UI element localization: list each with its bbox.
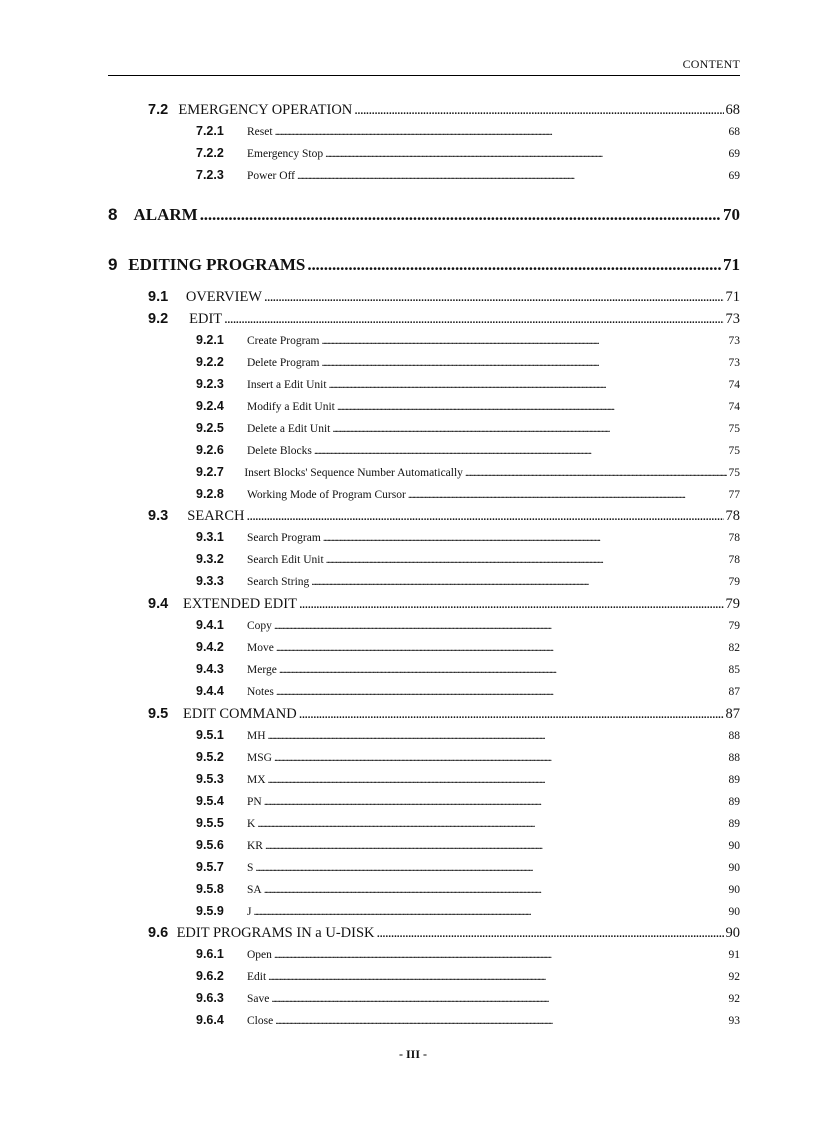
toc-page-number: 70 <box>723 205 740 224</box>
toc-entry-9-5-4[interactable] <box>196 794 740 808</box>
toc-section-number: 9.2.2 <box>196 355 224 369</box>
toc-entry-9-2-6[interactable] <box>196 443 740 457</box>
header-rule <box>108 75 740 76</box>
toc-page-number: 79 <box>725 596 740 612</box>
toc-section-title: Move <box>247 642 274 654</box>
toc-entry-9-5-5[interactable] <box>196 816 740 830</box>
toc-leader-dots <box>271 993 726 1005</box>
toc-section-number: 7.2.2 <box>196 146 224 160</box>
toc-section-number: 9.2.5 <box>196 421 224 435</box>
toc-page-number: 91 <box>728 949 740 961</box>
toc-section-title: Reset <box>247 126 273 138</box>
toc-entry-7-2-1[interactable] <box>196 124 740 138</box>
toc-leader-dots <box>275 126 727 138</box>
toc-leader-dots <box>326 554 727 566</box>
toc-page-number: 79 <box>728 620 740 632</box>
toc-entry-9-5-1[interactable] <box>196 728 740 742</box>
toc-page-number: 89 <box>728 796 740 808</box>
toc-entry-9-3-2[interactable] <box>196 552 740 566</box>
toc-section-number: 9.5.5 <box>196 816 224 830</box>
toc-entry-9-2-3[interactable] <box>196 377 740 391</box>
toc-page-number: 93 <box>728 1015 740 1027</box>
toc-entry-9-5-9[interactable] <box>196 904 740 918</box>
toc-page-number: 68 <box>728 126 740 138</box>
toc-section-number: 9.1 <box>148 289 169 305</box>
toc-entry-9-1[interactable] <box>148 289 740 306</box>
toc-leader-dots <box>354 102 723 119</box>
toc-leader-dots <box>274 949 727 961</box>
toc-section-number: 9.2.8 <box>196 487 224 501</box>
toc-section-title: Delete Program <box>247 357 320 369</box>
toc-section-number: 9.5.7 <box>196 860 224 874</box>
toc-entry-9-5-7[interactable] <box>196 860 740 874</box>
toc-leader-dots <box>264 796 727 808</box>
toc-page-number: 82 <box>728 642 740 654</box>
toc-leader-dots <box>247 508 724 525</box>
toc-leader-dots <box>311 576 726 588</box>
toc-entry-9-3-1[interactable] <box>196 530 740 544</box>
toc-entry-9-4-1[interactable] <box>196 618 740 632</box>
toc-entry-9-5-2[interactable] <box>196 750 740 764</box>
toc-section-title: SEARCH <box>187 508 245 524</box>
toc-section-title: Notes <box>247 686 274 698</box>
toc-section-title: Delete a Edit Unit <box>247 423 331 435</box>
toc-section-number: 9.4 <box>148 596 169 612</box>
toc-entry-9-5-6[interactable] <box>196 838 740 852</box>
toc-leader-dots <box>264 289 724 306</box>
toc-page-number: 71 <box>723 255 740 274</box>
toc-section-title: EDIT PROGRAMS IN a U-DISK <box>176 925 375 941</box>
toc-page-number: 87 <box>725 706 740 722</box>
toc-page-number: 92 <box>728 993 740 1005</box>
toc-section-number: 9 <box>108 255 118 274</box>
toc-section-title: K <box>247 818 256 830</box>
toc-section-title: Open <box>247 949 272 961</box>
toc-page-number: 78 <box>728 532 740 544</box>
toc-leader-dots <box>268 730 727 742</box>
toc-leader-dots <box>332 423 726 435</box>
toc-section-title: MSG <box>247 752 272 764</box>
toc-section-number: 9.2.4 <box>196 399 224 413</box>
toc-section-number: 9.4.1 <box>196 618 224 632</box>
toc-section-title: Emergency Stop <box>247 148 324 160</box>
toc-leader-dots <box>224 311 723 328</box>
toc-leader-dots <box>265 840 727 852</box>
toc-entry-9-2-8[interactable] <box>196 487 740 501</box>
toc-leader-dots <box>255 862 726 874</box>
toc-section-number: 9.5 <box>148 706 169 722</box>
toc-page-number: 90 <box>728 906 740 918</box>
toc-section-number: 9.6 <box>148 925 169 941</box>
toc-page-number: 88 <box>728 752 740 764</box>
toc-page-number: 69 <box>728 170 740 182</box>
toc-section-number: 9.5.4 <box>196 794 224 808</box>
toc-page-number: 90 <box>728 862 740 874</box>
toc-page-number: 77 <box>728 489 740 501</box>
toc-leader-dots <box>299 596 724 613</box>
toc-entry-9-3-3[interactable] <box>196 574 740 588</box>
toc-leader-dots <box>299 706 724 723</box>
toc-section-number: 9.4.2 <box>196 640 224 654</box>
toc-entry-9-4-3[interactable] <box>196 662 740 676</box>
toc-entry-9-2[interactable] <box>148 311 740 328</box>
toc-section-title: EDITING PROGRAMS <box>128 255 306 274</box>
toc-leader-dots <box>329 379 727 391</box>
toc-entry-9-2-7[interactable] <box>196 465 740 479</box>
toc-entry-9-5-3[interactable] <box>196 772 740 786</box>
toc-leader-dots <box>297 170 726 182</box>
toc-section-title: EDIT <box>189 311 223 327</box>
toc-section-title: Search String <box>247 576 310 588</box>
toc-leader-dots <box>465 467 727 479</box>
toc-entry-9-3[interactable] <box>148 508 740 525</box>
toc-leader-dots <box>323 532 727 544</box>
toc-section-number: 9.3.1 <box>196 530 224 544</box>
toc-page-number: 79 <box>728 576 740 588</box>
toc-page-number: 75 <box>728 445 740 457</box>
toc-section-number: 7.2 <box>148 102 169 118</box>
toc-section-title: Merge <box>247 664 277 676</box>
toc-section-title: Search Program <box>247 532 321 544</box>
toc-section-number: 9.6.4 <box>196 1013 224 1027</box>
toc-page-number: 87 <box>728 686 740 698</box>
toc-leader-dots <box>264 884 727 896</box>
running-header: CONTENT <box>682 57 740 71</box>
toc-page-number: 89 <box>728 818 740 830</box>
toc-page-number: 68 <box>725 102 740 118</box>
toc-section-number: 9.2.3 <box>196 377 224 391</box>
toc-page-number: 71 <box>725 289 740 305</box>
toc-leader-dots <box>274 620 727 632</box>
toc-section-title: Power Off <box>247 170 296 182</box>
toc-leader-dots <box>408 489 727 501</box>
toc-section-number: 9.5.2 <box>196 750 224 764</box>
toc-section-number: 9.6.1 <box>196 947 224 961</box>
toc-entry-9-2-1[interactable] <box>196 333 740 347</box>
toc-section-number: 9.4.4 <box>196 684 224 698</box>
toc-entry-9-5[interactable] <box>148 706 740 723</box>
toc-section-number: 9.4.3 <box>196 662 224 676</box>
toc-entry-9-6-4[interactable] <box>196 1013 740 1027</box>
toc-section-title: Working Mode of Program Cursor <box>247 489 406 501</box>
toc-leader-dots <box>268 971 726 983</box>
toc-section-number: 9.3.2 <box>196 552 224 566</box>
toc-page-number: 88 <box>728 730 740 742</box>
toc-entry-7-2-3[interactable] <box>196 168 740 182</box>
toc-page-number: 90 <box>728 840 740 852</box>
toc-section-number: 9.2 <box>148 311 169 327</box>
toc-leader-dots <box>322 357 727 369</box>
toc-leader-dots <box>276 686 727 698</box>
toc-leader-dots <box>253 906 726 918</box>
toc-section-number: 7.2.3 <box>196 168 224 182</box>
toc-section-title: Modify a Edit Unit <box>247 401 335 413</box>
toc-page-number: 89 <box>728 774 740 786</box>
toc-page-number: 78 <box>725 508 740 524</box>
toc-leader-dots <box>274 752 727 764</box>
toc-leader-dots <box>337 401 727 413</box>
toc-section-title: EXTENDED EDIT <box>182 596 297 612</box>
toc-page-number: 73 <box>725 311 740 327</box>
toc-leader-dots <box>376 925 723 942</box>
toc-entry-9-4-4[interactable] <box>196 684 740 698</box>
toc-section-title: Edit <box>247 971 267 983</box>
toc-leader-dots <box>275 1015 726 1027</box>
toc-leader-dots <box>279 664 727 676</box>
toc-section-number: 9.5.6 <box>196 838 224 852</box>
toc-section-title: EMERGENCY OPERATION <box>178 102 353 118</box>
toc-entry-9-6-2[interactable] <box>196 969 740 983</box>
toc-leader-dots <box>200 205 721 225</box>
toc-section-number: 8 <box>108 205 118 224</box>
toc-section-number: 9.6.3 <box>196 991 224 1005</box>
toc-section-title: Close <box>247 1015 274 1027</box>
toc-entry-9-2-5[interactable] <box>196 421 740 435</box>
toc-section-title: MH <box>247 730 266 742</box>
toc-leader-dots <box>325 148 726 160</box>
toc-page-number: 69 <box>728 148 740 160</box>
toc-section-number: 9.3 <box>148 508 169 524</box>
toc-section-number: 9.5.8 <box>196 882 224 896</box>
toc-leader-dots <box>307 255 721 275</box>
toc-section-title: SA <box>247 884 262 896</box>
toc-section-title: OVERVIEW <box>185 289 262 305</box>
toc-section-number: 9.2.7 <box>196 465 224 479</box>
toc-entry-7-2-2[interactable] <box>196 146 740 160</box>
toc-entry-9-4-2[interactable] <box>196 640 740 654</box>
toc-section-number: 9.2.1 <box>196 333 224 347</box>
toc-page-number: 74 <box>728 401 740 413</box>
toc-section-number: 9.6.2 <box>196 969 224 983</box>
toc-section-title: KR <box>247 840 263 852</box>
toc-leader-dots <box>314 445 727 457</box>
toc-entry-9[interactable] <box>108 255 740 275</box>
toc-section-title: Create Program <box>247 335 320 347</box>
toc-section-title: MX <box>247 774 266 786</box>
toc-page-number: 73 <box>728 357 740 369</box>
toc-section-title: Copy <box>247 620 272 632</box>
toc-section-number: 9.3.3 <box>196 574 224 588</box>
toc-page-number: 90 <box>728 884 740 896</box>
toc-leader-dots <box>257 818 726 830</box>
page-number: - III - <box>398 1047 427 1061</box>
toc-page-number: 74 <box>728 379 740 391</box>
toc-section-title: Insert Blocks' Sequence Number Automatically <box>244 467 463 479</box>
toc-section-number: 9.5.3 <box>196 772 224 786</box>
toc-section-title: PN <box>247 796 262 808</box>
toc-section-number: 9.2.6 <box>196 443 224 457</box>
toc-entry-9-4[interactable] <box>148 596 740 613</box>
toc-section-title: S <box>247 862 254 874</box>
toc-leader-dots <box>322 335 727 347</box>
toc-page-number: 75 <box>728 467 740 479</box>
toc-leader-dots <box>276 642 727 654</box>
toc-page-number: 92 <box>728 971 740 983</box>
toc-page-number: 85 <box>728 664 740 676</box>
toc-section-number: 7.2.1 <box>196 124 224 138</box>
toc-section-title: Save <box>247 993 270 1005</box>
toc-entry-9-6-1[interactable] <box>196 947 740 961</box>
toc-page-number: 73 <box>728 335 740 347</box>
toc-page-number: 75 <box>728 423 740 435</box>
toc-page-number: 90 <box>725 925 740 941</box>
toc-entry-9-5-8[interactable] <box>196 882 740 896</box>
toc-section-number: 9.5.9 <box>196 904 224 918</box>
toc-section-title: ALARM <box>133 205 198 224</box>
toc-entry-9-6[interactable] <box>148 925 740 942</box>
toc-leader-dots <box>268 774 727 786</box>
toc-section-title: J <box>247 906 252 918</box>
toc-section-number: 9.5.1 <box>196 728 224 742</box>
toc-entry-9-2-4[interactable] <box>196 399 740 413</box>
toc-page-number: 78 <box>728 554 740 566</box>
toc-entry-9-6-3[interactable] <box>196 991 740 1005</box>
toc-entry-9-2-2[interactable] <box>196 355 740 369</box>
toc-section-title: EDIT COMMAND <box>182 706 297 722</box>
toc-section-title: Insert a Edit Unit <box>247 379 327 391</box>
toc-section-title: Delete Blocks <box>247 445 312 457</box>
toc-section-title: Search Edit Unit <box>247 554 324 566</box>
toc-entry-7-2[interactable] <box>148 102 740 119</box>
toc-entry-8[interactable] <box>108 205 740 225</box>
